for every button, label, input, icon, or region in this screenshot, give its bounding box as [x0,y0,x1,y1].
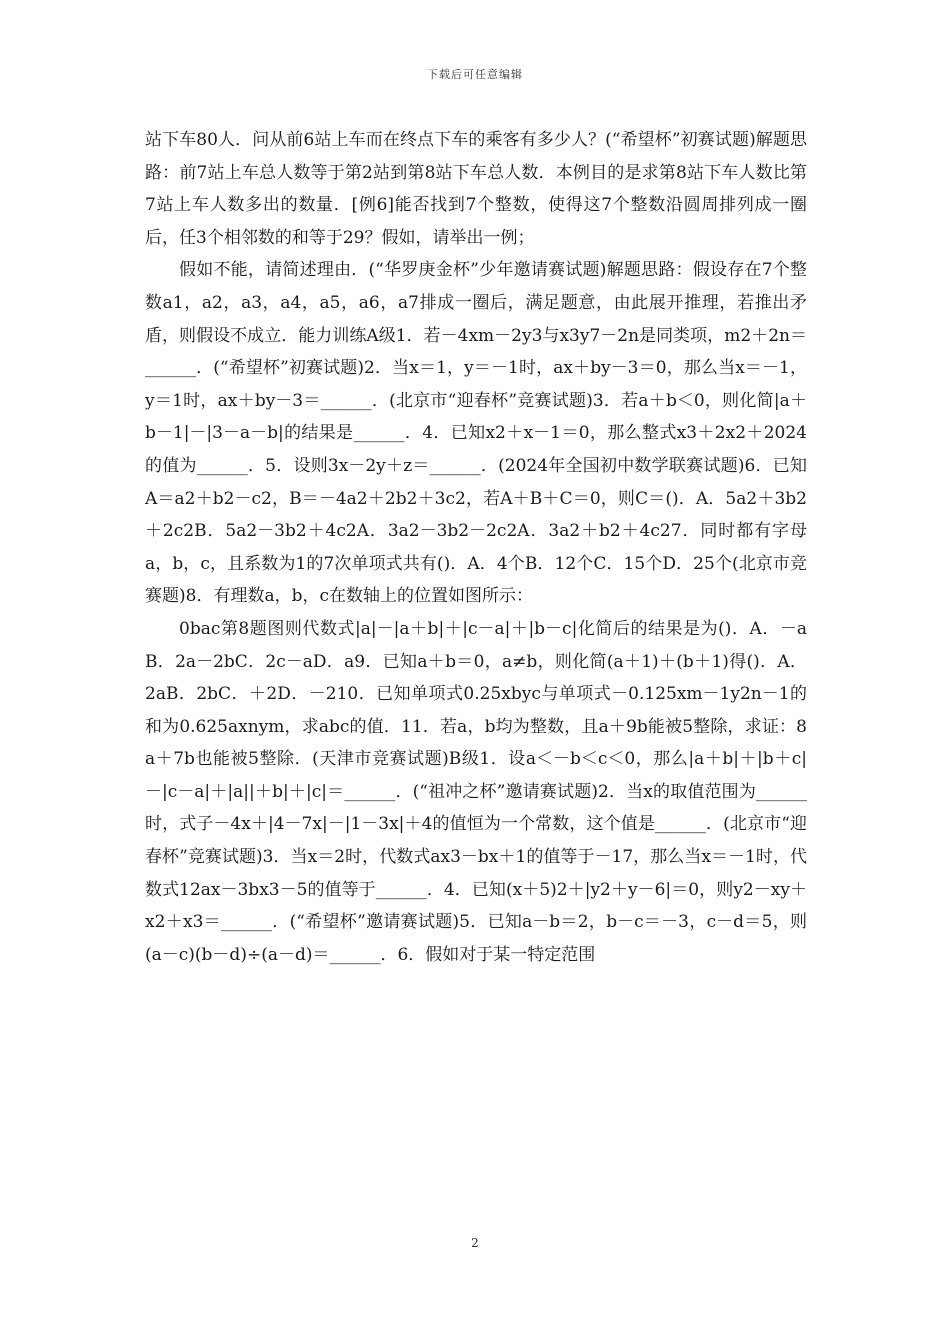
paragraph-3: 0bac第8题图则代数式|a|－|a＋b|＋|c－a|＋|b－c|化简后的结果是为()．A．－aB．2a－2bC．2c－aD．a9．已知a＋b＝0，a≠b，则化简(a＋1)＋(b＋1)得()．A．2aB．2bC．＋2D．－210．已知单项式0.25xbyc与单项式－0.125xm－1y2n－1的和为0.625axnym，求abc的值．11．若a，b均为整数，且a＋9b能被5整除，求证：8a＋7b也能被5整除．(天津市竞赛试题)B级1．设a＜－b＜c＜0，那么|a＋b|＋|b＋c|－|c－a|＋|a||＋b|＋|c|＝______．(“祖冲之杯”邀请赛试题)2．当x的取值范围为______时，式子－4x＋|4－7x|－|1－3x|＋4的值恒为一个常数，这个值是______．(北京市“迎春杯”竞赛试题)3．当x＝2时，代数式ax3－bx＋1的值等于－17，那么当x＝－1时，代数式12ax－3bx3－5的值等于______．4．已知(x＋5)2＋|y2＋y－6|＝0，则y2－xy＋x2＋x3＝______．(“希望杯”邀请赛试题)5．已知a－b＝2，b－c＝－3，c－d＝5，则(a－c)(b－d)÷(a－d)＝______．6．假如对于某一特定范围 [145,618,807,965]
document-body [145,124,807,971]
page-number: 2 [471,1236,479,1250]
page-header: 下载后可任意编辑 [427,68,523,81]
paragraph-2: 假如不能，请简述理由．(“华罗庚金杯”少年邀请赛试题)解题思路：假设存在7个整数a1，a2，a3，a4，a5，a6，a7排成一圈后，满足题意，由此展开推理，若推出矛盾，则假设不成立．能力训练A级1．若－4xm－2y3与x3y7－2n是同类项，m2＋2n＝______．(“希望杯”初赛试题)2．当x＝1，y＝－1时，ax＋by－3＝0，那么当x＝－1，y＝1时，ax＋by－3＝______．(北京市“迎春杯”竞赛试题)3．若a＋b＜0，则化简|a＋b－1|－|3－a－b|的结果是______．4．已知x2＋x－1＝0，那么整式x3＋2x2＋2024的值为______．5．设则3x－2y＋z＝______．(2024年全国初中数学联赛试题)6．已知A＝a2＋b2－c2，B＝－4a2＋2b2＋3c2，若A＋B＋C＝0，则C＝()．A．5a2＋3b2＋2c2B．5a2－3b2＋4c2A．3a2－3b2－2c2A．3a2＋b2＋4c27．同时都有字母a，b，c，且系数为1的7次单项式共有()．A．4个B．12个C．15个D．25个(北京市竞赛题)8．有理数a，b，c在数轴上的位置如图所示： [145,260,807,607]
paragraph-1: 站下车80人．问从前6站上车而在终点下车的乘客有多少人？(“希望杯”初赛试题)解题思路：前7站上车总人数等于第2站到第8站下车总人数．本例目的是求第8站下车人数比第7站上车人数多出的数量．[例6]能否找到7个整数，使得这7个整数沿圆周排列成一圈后，任3个相邻数的和等于29？假如，请举出一例； [145,130,807,248]
